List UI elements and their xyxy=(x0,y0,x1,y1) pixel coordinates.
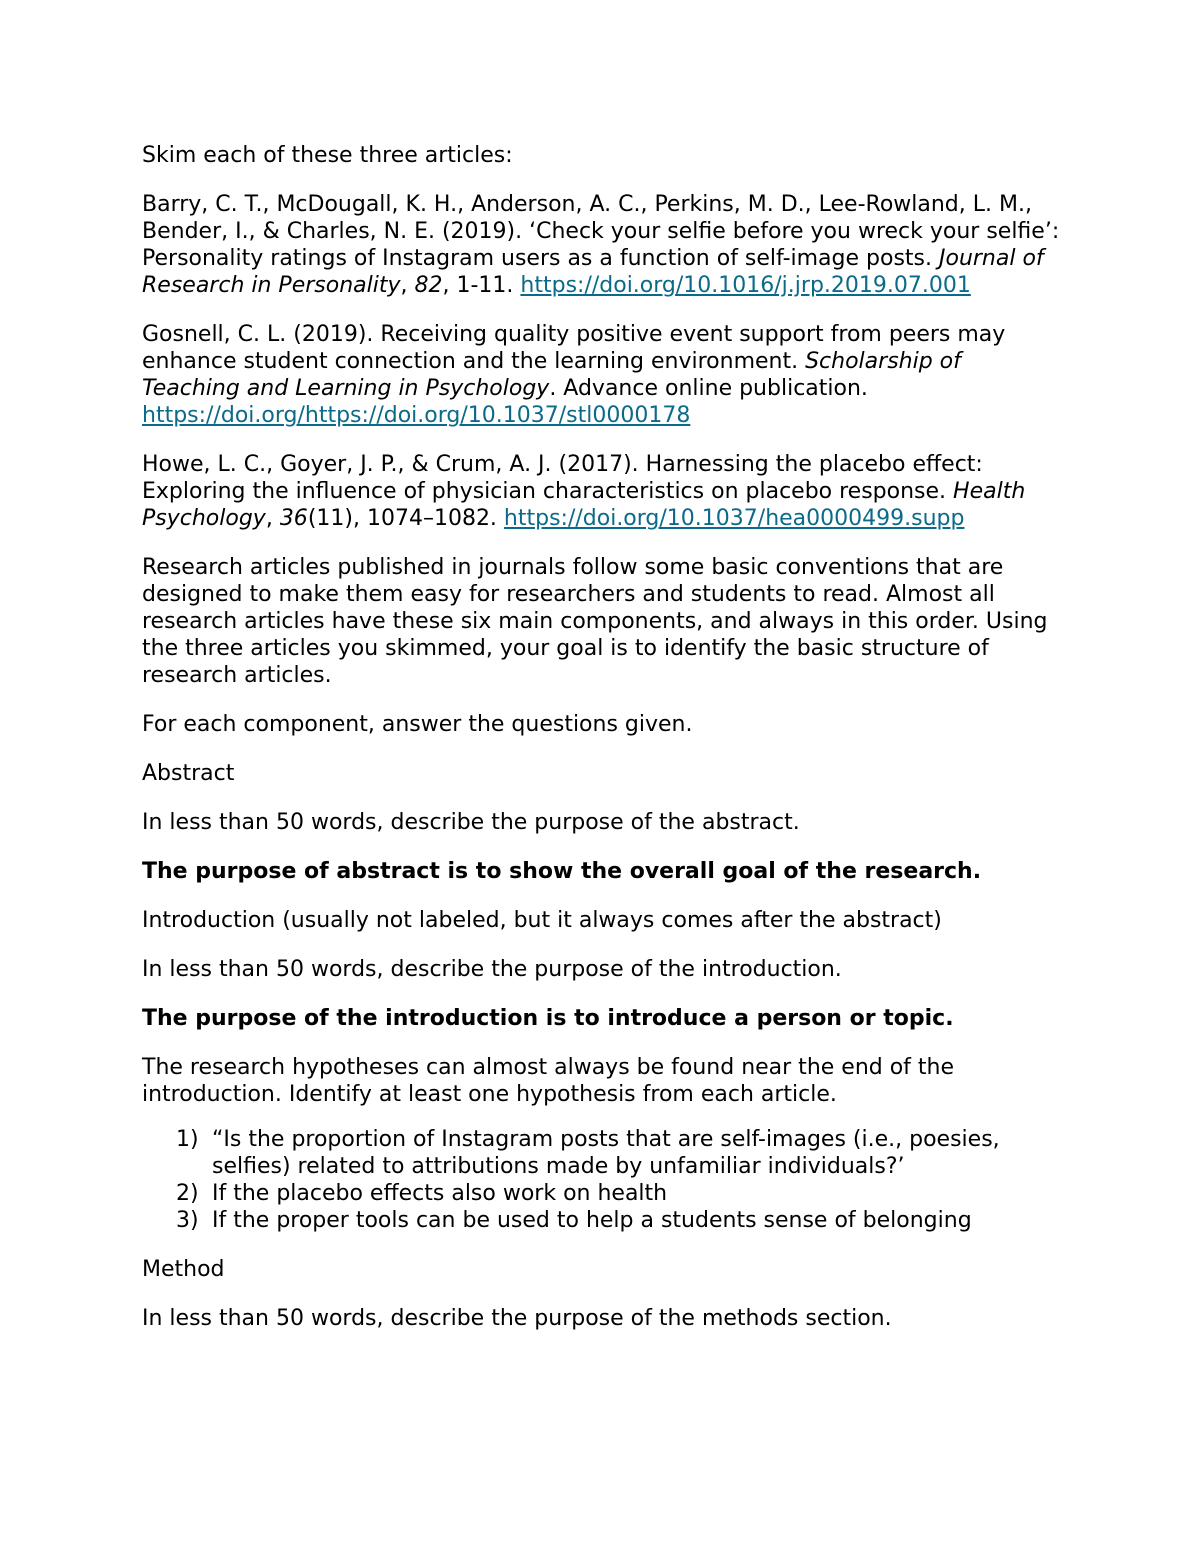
introduction-heading: Introduction (usually not labeled, but it always comes after the abstract) xyxy=(142,908,942,933)
reference-howe: Howe, L. C., Goyer, J. P., & Crum, A. J. (2017). Harnessing the placebo effect: Exploring the influence of physician characteristics on placebo response. Health Psychology, 36(11), 1074–1082. https://doi.org/10.1037/hea0000499.supp xyxy=(142,452,1026,531)
introduction-question: In less than 50 words, describe the purpose of the introduction. xyxy=(142,957,842,982)
reference-barry: Barry, C. T., McDougall, K. H., Anderson, A. C., Perkins, M. D., Lee-Rowland, L. M., Bender, I., & Charles, N. E. (2019). ‘Check your selfie before you wreck your selfie’: Personality ratings of Instagram users as a function of self-image posts. Journal of Research in Personality, 82, 1-11. https://doi.org/10.1016/j.jrp.2019.07.001 xyxy=(142,192,1060,298)
doi-link-barry[interactable]: https://doi.org/10.1016/j.jrp.2019.07.001 xyxy=(520,273,971,298)
list-item: 1) “Is the proportion of Instagram posts that are self-images (i.e., poesies, selfies) related to attributions made by unfamiliar individuals?’ xyxy=(176,1127,1000,1179)
journal-title: Health Psychology xyxy=(142,479,1026,531)
journal-volume: 82 xyxy=(414,273,443,298)
doi-link-howe[interactable]: https://doi.org/10.1037/hea0000499.supp xyxy=(503,506,965,531)
conventions-text: Research articles published in journals follow some basic conventions that are designed to make them easy for researchers and students to read. Almost all research articles have these six main components, and always in this order. Using the three articles you skimmed, your goal is to identify the basic structure of research articles. xyxy=(142,555,1048,688)
list-item: 3) If the proper tools can be used to help a students sense of belonging xyxy=(176,1208,972,1233)
doi-link-gosnell[interactable]: https://doi.org/https://doi.org/10.1037/stl0000178 xyxy=(142,403,691,428)
document-page xyxy=(142,142,1062,1354)
method-question: In less than 50 words, describe the purpose of the methods section. xyxy=(142,1306,892,1331)
journal-volume: 36 xyxy=(279,506,308,531)
introduction-answer: The purpose of the introduction is to introduce a person or topic. xyxy=(142,1006,954,1031)
abstract-question: In less than 50 words, describe the purpose of the abstract. xyxy=(142,810,800,835)
list-item: 2) If the placebo effects also work on health xyxy=(176,1181,668,1206)
journal-title: Scholarship of Teaching and Learning in Psychology xyxy=(142,349,961,401)
abstract-answer: The purpose of abstract is to show the overall goal of the research. xyxy=(142,859,982,884)
reference-gosnell: Gosnell, C. L. (2019). Receiving quality positive event support from peers may enhance student connection and the learning environment. Scholarship of Teaching and Learning in Psychology. Advance online publication. https://doi.org/https://doi.org/10.1037/stl0000178 xyxy=(142,322,1006,428)
method-heading: Method xyxy=(142,1257,225,1282)
each-component-text: For each component, answer the questions given. xyxy=(142,712,693,737)
hypotheses-list xyxy=(142,1126,1062,1234)
intro-text: Skim each of these three articles: xyxy=(142,143,513,168)
hypotheses-prompt: The research hypotheses can almost always be found near the end of the introduction. Identify at least one hypothesis from each article. xyxy=(142,1055,955,1107)
journal-title: Journal of Research in Personality xyxy=(142,246,1044,298)
abstract-heading: Abstract xyxy=(142,761,235,786)
